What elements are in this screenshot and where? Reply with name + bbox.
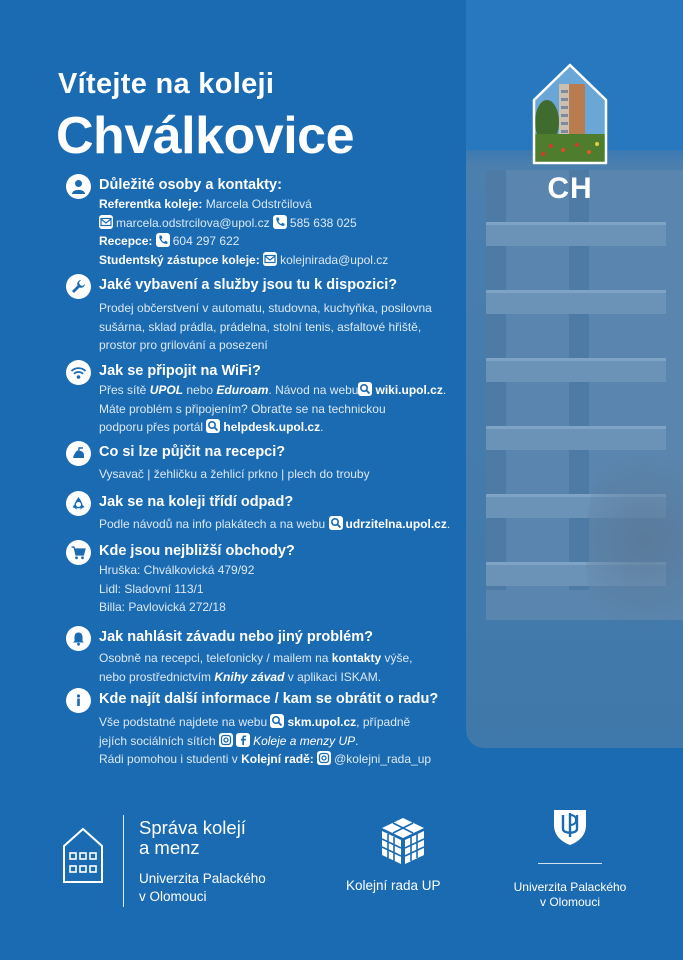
upol-shield-logo <box>551 807 589 847</box>
wiki-link[interactable]: wiki.upol.cz <box>375 383 443 397</box>
period: . <box>442 383 447 397</box>
uni-line: Univerzita Palackého <box>139 871 266 886</box>
contacts-heading: Důležité osoby a kontakty: <box>99 177 282 193</box>
wifi-text: Přes sítě <box>99 383 150 397</box>
report-text: nebo prostřednictvím <box>99 669 215 684</box>
reception-label: Recepce: <box>99 234 153 248</box>
recycle-icon <box>66 491 91 516</box>
referent-phone[interactable]: 585 638 025 <box>289 215 357 230</box>
skm-link[interactable]: skm.upol.cz <box>287 715 357 729</box>
shop-item: Billa: Pavlovická 272/18 <box>99 600 226 614</box>
org-name <box>139 818 246 858</box>
helpdesk-link[interactable]: helpdesk.upol.cz <box>223 420 321 434</box>
referent-email[interactable]: marcela.odstrcilova@upol.cz <box>116 215 270 230</box>
search-icon <box>329 516 343 530</box>
search-icon <box>358 382 372 396</box>
student-email[interactable]: kolejnirada@upol.cz <box>280 252 389 267</box>
org-university <box>139 870 266 906</box>
sustainability-link[interactable]: udrzitelna.upol.cz <box>345 517 447 531</box>
info-text: jejích sociálních sítích <box>99 733 216 748</box>
equipment-line: prostor pro grilování a posezení <box>99 338 268 352</box>
phone-icon <box>156 233 170 247</box>
iron-icon <box>66 441 91 466</box>
period: . <box>320 420 324 434</box>
info-text: Vše podstatné najdete na webu <box>99 715 268 729</box>
phone-icon <box>273 215 287 229</box>
report-text: v aplikaci ISKAM. <box>284 669 382 684</box>
instagram-icon[interactable] <box>219 733 233 747</box>
waste-heading: Jak se na koleji třídí odpad? <box>99 494 294 510</box>
borrow-line: Vysavač | žehličku a žehlicí prkno | plech do trouby <box>99 467 370 481</box>
council-label: Kolejní radě: <box>241 752 314 766</box>
dorm-house-logo <box>62 826 104 884</box>
report-contacts-link: kontakty <box>331 651 382 665</box>
search-icon <box>206 419 220 433</box>
org-name-line: a menz <box>139 837 200 858</box>
bell-icon <box>66 626 91 651</box>
network-upol: UPOL <box>149 383 184 397</box>
wifi-line: Máte problém s připojením? Obraťte se na technickou <box>99 401 386 416</box>
referent-name: Marcela Odstrčilová <box>205 197 312 211</box>
house-photo-badge <box>531 62 609 166</box>
dorm-code: CH <box>547 172 593 205</box>
waste-text: Podle návodů na info plakátech a na webu <box>99 517 326 531</box>
referent-label: Referentka koleje: <box>99 197 203 211</box>
info-text: Rádi pomohou i studenti v <box>99 752 242 766</box>
cart-icon <box>66 540 91 565</box>
info-icon <box>66 688 91 713</box>
info-text: , případně <box>356 715 411 729</box>
wifi-heading: Jak se připojit na WiFi? <box>99 363 261 379</box>
council-instagram[interactable]: @kolejni_rada_up <box>334 752 432 766</box>
email-icon <box>263 252 277 266</box>
report-heading: Jak nahlásit závadu nebo jiný problém? <box>99 629 373 645</box>
page-title: Chválkovice <box>56 107 354 165</box>
borrow-heading: Co si lze půjčit na recepci? <box>99 444 286 460</box>
equipment-line: sušárna, sklad prádla, prádelna, stolní tenis, asfaltové hřiště, <box>99 319 422 334</box>
info-heading: Kde najít další informace / kam se obrátit o radu? <box>99 691 439 707</box>
council-name: Kolejní rada UP <box>346 878 441 893</box>
report-text: výše, <box>381 651 413 665</box>
upol-divider <box>538 863 602 864</box>
student-label: Studentský zástupce koleje: <box>99 252 260 267</box>
org-name-line: Správa kolejí <box>139 817 246 838</box>
instagram-icon[interactable] <box>317 751 331 765</box>
wifi-text: podporu přes portál <box>99 420 204 434</box>
email-icon <box>99 215 113 229</box>
wrench-icon <box>66 274 91 299</box>
council-cube-logo <box>379 816 427 866</box>
equipment-heading: Jaké vybavení a služby jsou tu k dispozici? <box>99 277 398 293</box>
period: . <box>446 517 451 531</box>
shop-item: Hruška: Chválkovická 479/92 <box>99 563 255 577</box>
reception-phone[interactable]: 604 297 622 <box>172 234 240 248</box>
equipment-line: Prodej občerstvení v automatu, studovna, kuchyňka, posilovna <box>99 301 432 315</box>
welcome-text: Vítejte na koleji <box>58 68 275 100</box>
wifi-icon <box>66 360 91 385</box>
network-eduroam: Eduroam <box>216 383 269 397</box>
social-name: Koleje a menzy UP <box>253 733 356 748</box>
search-icon <box>270 714 284 728</box>
upol-line: Univerzita Palackého <box>513 880 627 894</box>
period: . <box>355 733 359 748</box>
upol-line: v Olomouci <box>539 895 601 909</box>
shops-heading: Kde jsou nejbližší obchody? <box>99 543 295 559</box>
person-icon <box>66 174 91 199</box>
upol-name <box>505 880 635 910</box>
facebook-icon[interactable] <box>236 733 250 747</box>
wifi-text: nebo <box>183 383 217 397</box>
shop-item: Lidl: Sladovní 113/1 <box>99 581 204 596</box>
footer-divider <box>123 815 124 907</box>
report-text: Osobně na recepci, telefonicky / mailem na <box>99 651 329 665</box>
uni-line: v Olomouci <box>139 889 207 904</box>
wifi-text: . Návod na webu <box>268 383 359 397</box>
fault-book: Knihy závad <box>214 669 285 684</box>
